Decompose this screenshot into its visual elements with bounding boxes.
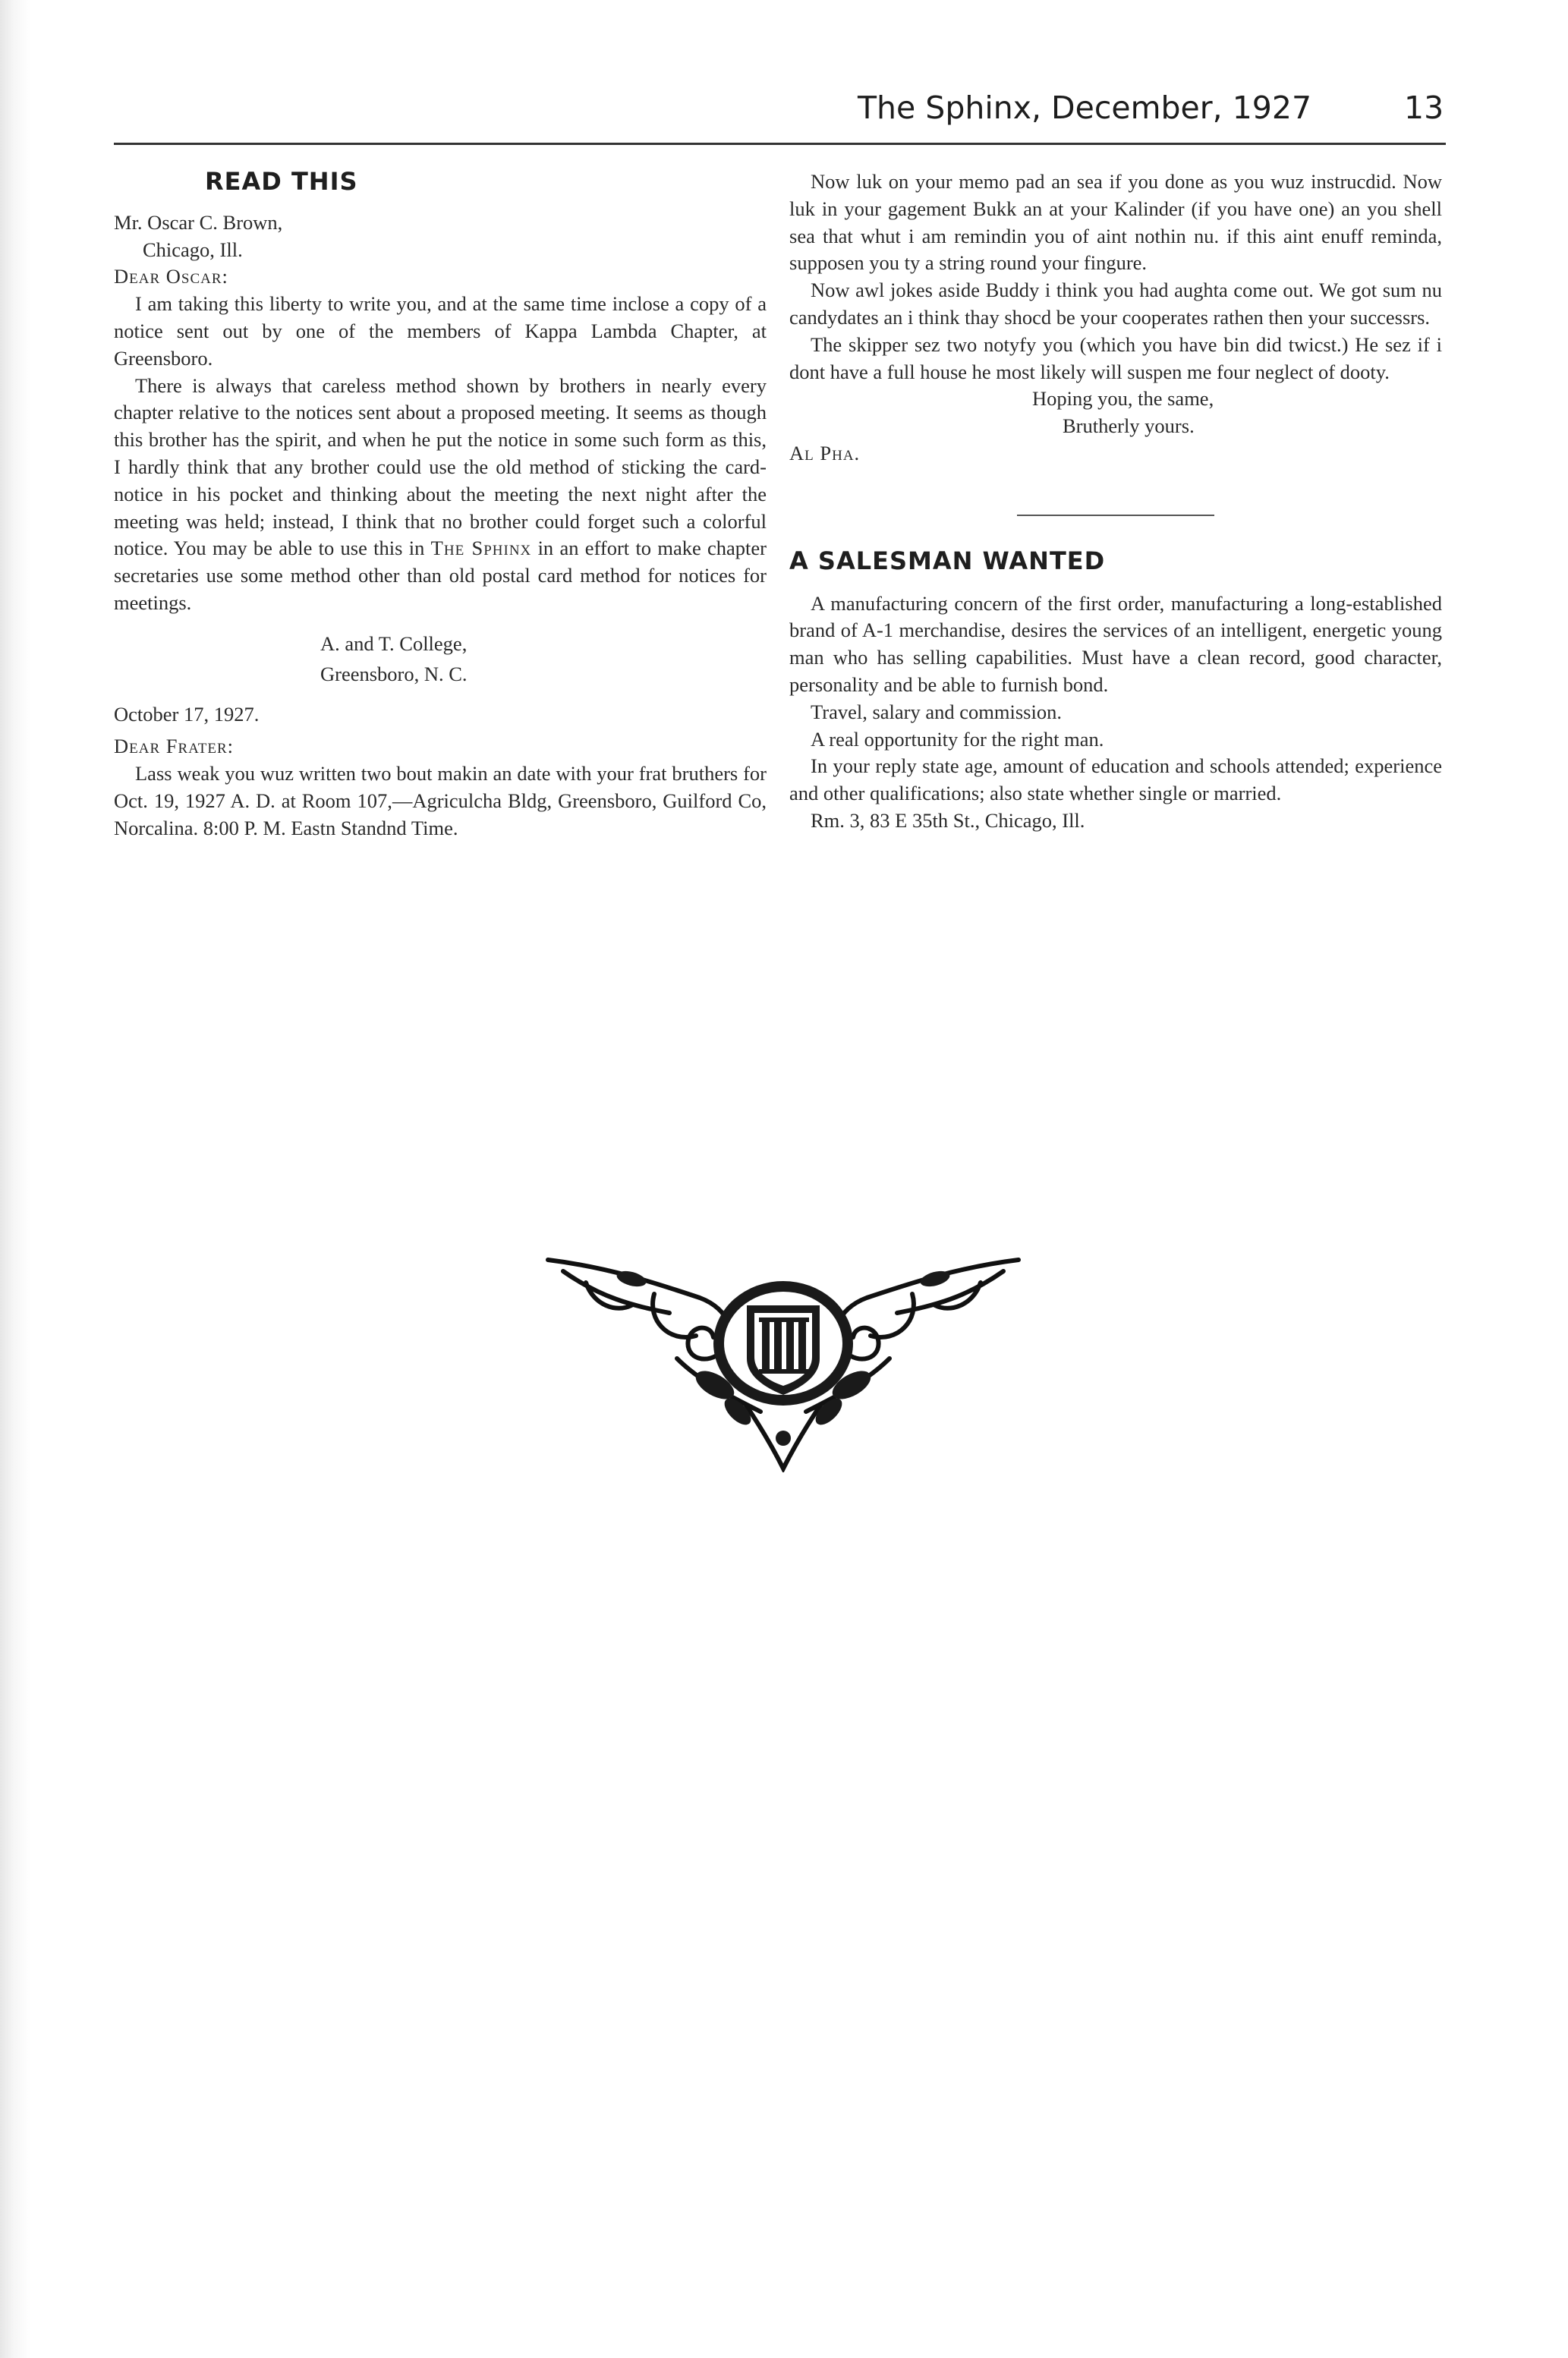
- ad-paragraph-2: Travel, salary and commission.: [811, 700, 1062, 723]
- right-column: [789, 168, 1442, 835]
- read-this-heading: READ THIS: [205, 167, 358, 196]
- letter-salutation: Dear Oscar:: [114, 265, 228, 288]
- closing-line-1: Hoping you, the same,: [1032, 387, 1214, 411]
- sender-place-1: A. and T. College,: [320, 631, 468, 655]
- notice-continued-2: Now awl jokes aside Buddy i think you had aughta come out. We got sum nu candydates an i think thay shocd be your cooperates rathen then your successrs.: [789, 279, 1442, 329]
- letter-paragraph-2: [114, 373, 767, 617]
- recipient-name: Mr. Oscar C. Brown,: [114, 210, 283, 234]
- publication-name: The Sphinx: [430, 537, 532, 560]
- page-number: 13: [1404, 90, 1444, 126]
- notice-continued-1: Now luk on your memo pad an sea if you done as you wuz instrucdid. Now luk in your gagement Bukk an at your Kalinder (if you have one) an you shell sea that whut i am remindin you of aint nothin nu. if this aint enuff reminda, supposen you ty a string round your fingure.: [789, 170, 1442, 275]
- notice-paragraph: Lass weak you wuz written two bout makin an date with your frat bruthers for Oct. 19, 1927 A. D. at Room 107,—Agriculcha Bldg, Greensboro, Guilford Co, Norcalina. 8:00 P. M. Eastn Standnd Time.: [114, 761, 767, 839]
- signature: Al Pha.: [789, 441, 861, 464]
- running-header: [114, 90, 1450, 143]
- letter-paragraph-1: I am taking this liberty to write you, and at the same time inclose a copy of a notice sent out by one of the members of Kappa Lambda Chapter, at Greensboro.: [114, 292, 767, 370]
- recipient-city: Chicago, Ill.: [143, 238, 243, 261]
- closing-line-2: Brutherly yours.: [1063, 414, 1195, 438]
- notice-salutation: Dear Frater:: [114, 735, 235, 758]
- notice-continued-3: The skipper sez two notyfy you (which you have bin did twicst.) He sez if i dont have a full house he most likely will suspen me four neglect of dooty.: [789, 332, 1442, 383]
- left-column: [114, 168, 767, 842]
- notice-date: October 17, 1927.: [114, 703, 260, 726]
- ad-address: Rm. 3, 83 E 35th St., Chicago, Ill.: [811, 808, 1085, 832]
- sender-place-2: Greensboro, N. C.: [320, 662, 468, 685]
- letter-paragraph-2-text-cont: in an effort to make chapter secretaries use some method other than old postal card method for notices for meetings.: [114, 537, 767, 614]
- salesman-wanted-heading: A SALESMAN WANTED: [789, 546, 1106, 575]
- header-rule: [114, 143, 1446, 145]
- ad-paragraph-4: In your reply state age, amount of education and schools attended; experience and other qualifications; also state whether single or married.: [789, 754, 1442, 805]
- letter-paragraph-2-text: There is always that careless method shown by brothers in nearly every chapter relative to the notices sent about a proposed meeting. It seems as though this brother has the spirit, and when he put the notice in some such form as this, I hardly think that any brother could use the old method of sticking the card-notice in his pocket and thinking about the meeting the next night after the meeting was held; instead, I think that no brother could forget such a colorful notice. You may be able to use this in: [114, 373, 767, 560]
- ad-paragraph-1: A manufacturing concern of the first order, manufacturing a long-established brand of A-1 merchandise, desires the services of an intelligent, energetic young man who has selling capabilities. Must have a clean record, good character, personality and be able to furnish bond.: [789, 591, 1442, 696]
- decorative-ornament-icon: [540, 1252, 1026, 1472]
- section-divider: [1017, 515, 1214, 516]
- running-title: The Sphinx, December, 1927: [858, 90, 1312, 126]
- ad-paragraph-3: A real opportunity for the right man.: [811, 727, 1104, 751]
